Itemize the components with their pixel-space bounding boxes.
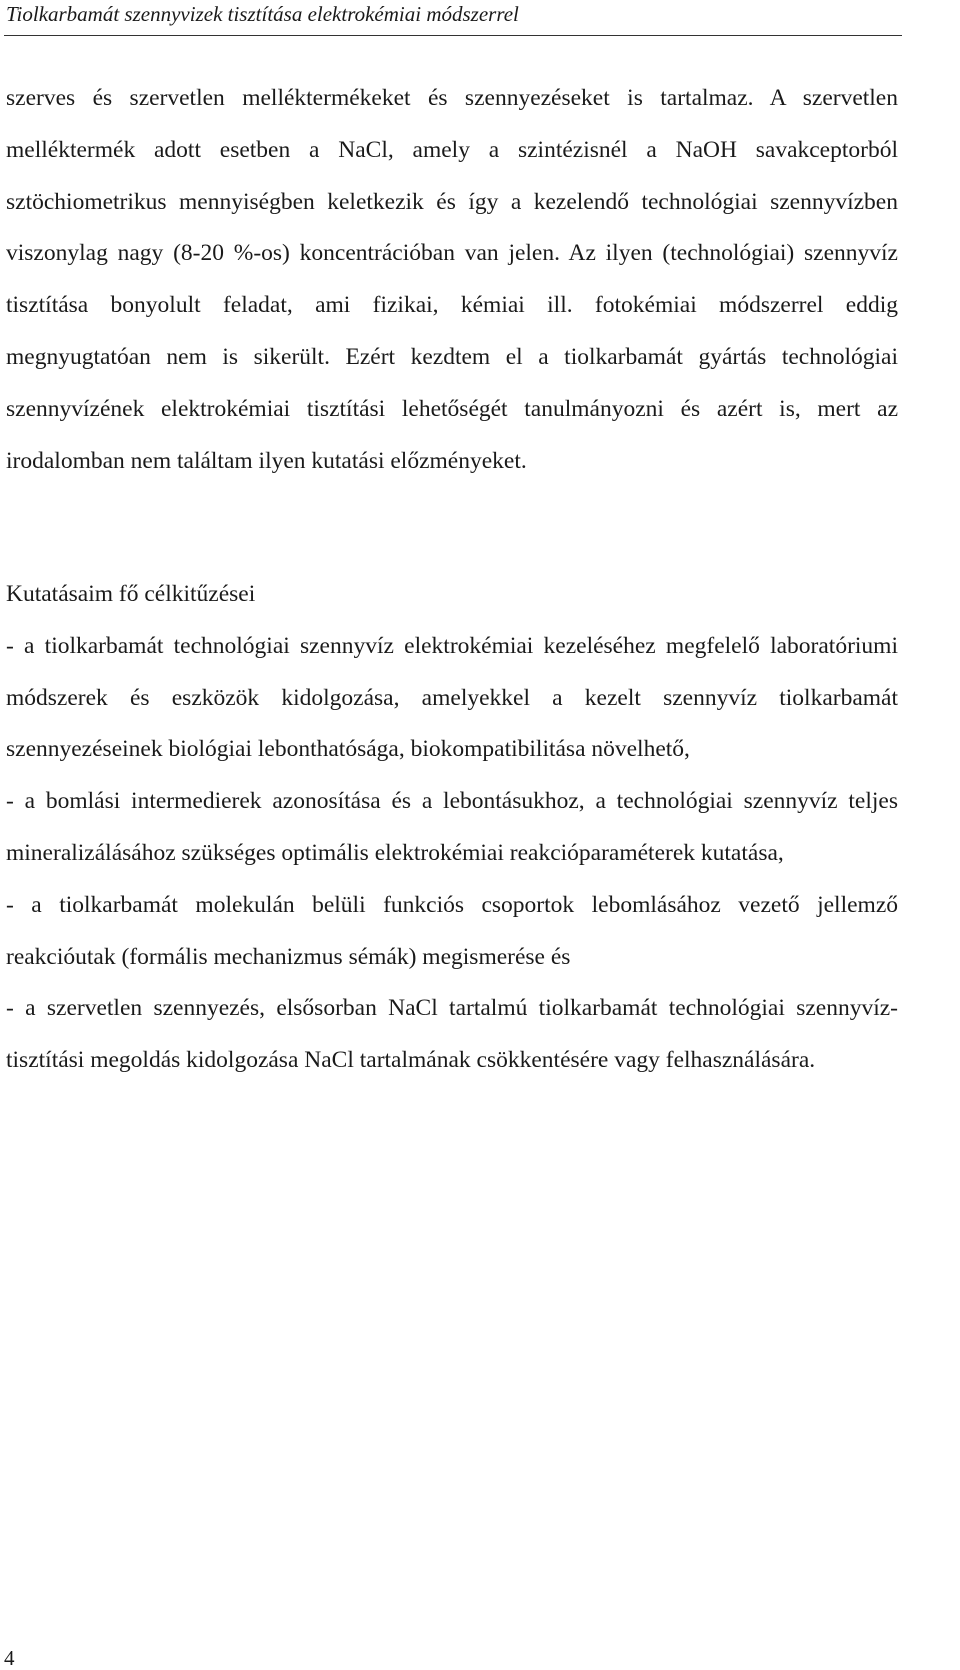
goals-section	[6, 569, 898, 1087]
goal-item-2: - a bomlási intermedierek azonosítása és a lebontásukhoz, a technológiai szennyvíz teljes mineralizálásához szükséges optimális elektrokémiai reakcióparaméterek kutatása,	[6, 788, 898, 866]
page-number: 4	[4, 1646, 15, 1670]
paragraph-intro: szerves és szervetlen melléktermékeket és szennyezéseket is tartalmaz. A szervetlen melléktermék adott esetben a NaCl, amely a szintézisnél a NaOH savakceptorból sztöchiometrikus mennyiségben keletkezik és így a kezelendő technológiai szennyvízben viszonylag nagy (8-20 %-os) koncentrációban van jelen. Az ilyen (technológiai) szennyvíz tisztítása bonyolult feladat, ami fizikai, kémiai ill. fotokémiai módszerrel eddig megnyugtatóan nem is sikerült. Ezért kezdtem el a tiolkarbamát gyártás technológiai szennyvízének elektrokémiai tisztítási lehetőségét tanulmányozni és azért is, mert az irodalomban nem találtam ilyen kutatási előzményeket.	[6, 85, 898, 474]
goal-item-3: - a tiolkarbamát molekulán belüli funkciós csoportok lebomlásához vezető jellemző reakcióutak (formális mechanizmus sémák) megismerése és	[6, 891, 898, 970]
running-header: Tiolkarbamát szennyvizek tisztítása elektrokémiai módszerrel	[6, 2, 519, 26]
header-rule	[4, 35, 902, 36]
goal-item-1: - a tiolkarbamát technológiai szennyvíz elektrokémiai kezeléséhez megfelelő laboratóriumi módszerek és eszközök kidolgozása, amelyekkel a kezelt szennyvíz tiolkarbamát szennyezéseinek biológiai lebonthatósága, biokompatibilitása növelhető,	[6, 632, 898, 763]
section-heading: Kutatásaim fő célkitűzései	[6, 581, 256, 607]
goal-item-4: - a szervetlen szennyezés, elsősorban NaCl tartalmú tiolkarbamát technológiai szennyvíz-tisztítási megoldás kidolgozása NaCl tartalmának csökkentésére vagy felhasználására.	[6, 995, 898, 1074]
